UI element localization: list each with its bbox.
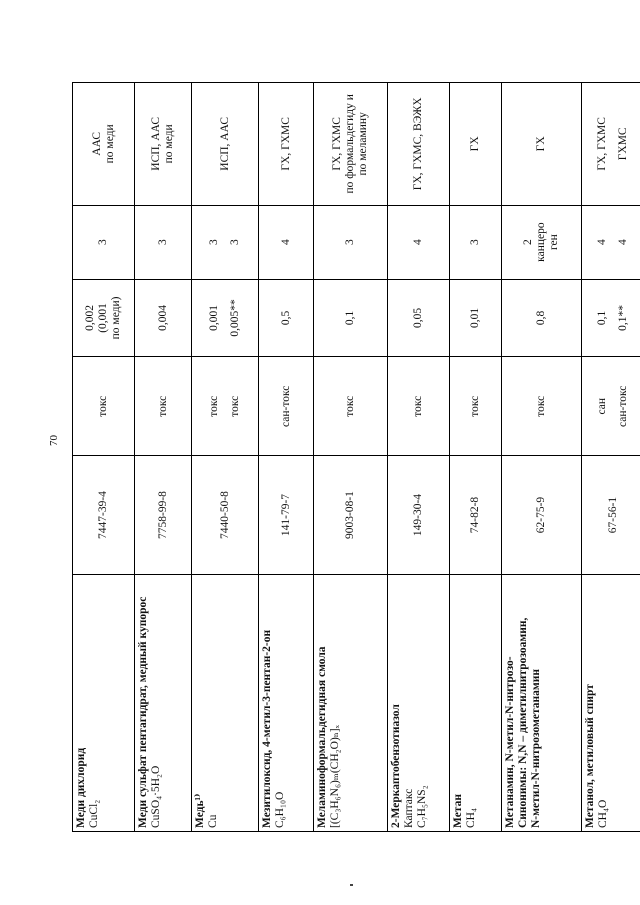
limit-indicator-value: токс [208, 395, 220, 417]
hazard-class-cell [259, 205, 314, 279]
method-value: ГХ, ГХМС [596, 117, 608, 171]
method-value: ИСП, ААС по меди [150, 116, 175, 171]
concentration-value: 0,01 [469, 307, 481, 328]
substance-cell [73, 574, 135, 831]
substance-formula: CuSO₄·5H₂O [150, 765, 162, 828]
hazard-class-value: 3 [208, 239, 220, 245]
substance-name: Меламиноформальдегидная смола [316, 646, 328, 828]
concentration-cell [450, 279, 502, 357]
method-cell [73, 83, 135, 206]
concentration-value-2: 0,005** [229, 299, 241, 337]
substance-cell [135, 574, 192, 831]
substance-name: Медь¹⁾ [194, 793, 206, 828]
concentration-cell [388, 279, 450, 357]
limit-indicator-value: токс [344, 395, 356, 417]
substance-formula: Cu [207, 814, 219, 828]
substance-name: Мезитилоксид, 4-метил-3-пентан-2-он [261, 629, 273, 828]
cas-number-value: 7440-50-8 [218, 491, 231, 539]
cas-number-cell [502, 456, 582, 575]
method-cell [192, 83, 259, 206]
limit-indicator-cell [502, 357, 582, 456]
cas-number-cell [314, 456, 388, 575]
cas-number-cell [450, 456, 502, 575]
substance-cell [582, 574, 640, 831]
method-cell [135, 83, 192, 206]
substance-formula: CuCl₂ [88, 799, 100, 828]
hazard-class-value: 3 [469, 239, 481, 245]
hazard-class-cell [582, 205, 640, 279]
method-value: ГХ, ГХМС [279, 117, 292, 171]
limit-indicator-value-2: сан-токс [617, 385, 629, 427]
hazard-class-cell [73, 205, 135, 279]
substance-formula: CH₄O [597, 799, 609, 828]
substance-cell [259, 574, 314, 831]
cas-number-value: 149-30-4 [412, 493, 424, 537]
method-cell [314, 83, 388, 206]
substance-formula: [(C₃H₆N₆)ₘ(CH₂O)ₙ]ₓ [329, 725, 341, 828]
limit-indicator-value-2: токс [229, 395, 241, 417]
substance-name: Меди сульфат пентагидрат, медный купорос [137, 596, 149, 828]
concentration-cell [192, 279, 259, 357]
table-row [388, 83, 450, 832]
table-row [73, 83, 135, 832]
method-value: ГХ, ГХМС по формальдегиду и по меламину [331, 94, 369, 194]
hazard-class-value: 4 [596, 239, 608, 245]
substance-name: Метанол, метиловый спирт [584, 684, 596, 828]
limit-indicator-value: токс [412, 395, 424, 417]
concentration-cell [259, 279, 314, 357]
method-value: ГХ [535, 136, 547, 152]
limit-indicator-cell [388, 357, 450, 456]
cas-number-value: 74-82-8 [469, 496, 481, 534]
method-value: ГХ, ГХМС, ВЭЖХ [412, 97, 424, 191]
limit-indicator-value: токс [535, 395, 547, 417]
limit-indicator-cell [135, 357, 192, 456]
cas-number-value: 7447-39-4 [97, 491, 109, 539]
concentration-value: 0,001 [208, 304, 220, 331]
cas-number-cell [388, 456, 450, 575]
concentration-cell [314, 279, 388, 357]
concentration-cell [502, 279, 582, 357]
hazard-class-value: 3 [344, 239, 356, 245]
table-row [192, 83, 259, 832]
hazard-class-value: 4 [279, 239, 292, 245]
substance-cell [314, 574, 388, 831]
limit-indicator-cell [582, 357, 640, 456]
limit-indicator-value: токс [156, 395, 169, 417]
hazard-class-value-2: 4 [617, 239, 629, 245]
concentration-cell [582, 279, 640, 357]
table-row [502, 83, 582, 832]
concentration-value-2: 0,1** [617, 304, 629, 331]
limit-indicator-value: токс [97, 395, 109, 417]
hazard-class-cell [450, 205, 502, 279]
method-cell [582, 83, 640, 206]
method-value: ГХ [469, 136, 481, 152]
limit-indicator-value: токс [469, 395, 481, 417]
substance-cell [388, 574, 450, 831]
concentration-value: 0,05 [412, 307, 424, 328]
cas-number-value: 7758-99-8 [156, 491, 169, 539]
table-row [582, 83, 640, 832]
hazard-class-cell [502, 205, 582, 279]
rotated-table-container [72, 82, 640, 832]
limit-indicator-cell [259, 357, 314, 456]
substance-formula: Каптакс C₇H₅NS₂ [403, 785, 428, 828]
cas-number-value: 9003-08-1 [344, 491, 356, 539]
substance-name: Меди дихлорид [75, 747, 87, 828]
concentration-cell [73, 279, 135, 357]
cas-number-value: 67-56-1 [606, 496, 619, 534]
method-cell [502, 83, 582, 206]
method-cell [259, 83, 314, 206]
method-value: ААС по меди [90, 124, 116, 164]
cas-number-cell [192, 456, 259, 575]
method-value: ИСП, ААС [218, 116, 231, 171]
concentration-value: 0,1 [344, 310, 356, 326]
limit-indicator-cell [450, 357, 502, 456]
table-row [135, 83, 192, 832]
substance-formula: CH₄ [465, 808, 477, 828]
concentration-value: 0,1 [596, 310, 608, 326]
page-number: 70 [48, 435, 60, 446]
method-cell [450, 83, 502, 206]
hazard-class-cell [135, 205, 192, 279]
substance-cell [192, 574, 259, 831]
substance-name: Метанамин, N-метил-N-нитрозо- Синонимы: N,N – диметилнитрозоамин, N-метил-N-нитрозометанамин [504, 617, 542, 828]
concentration-cell [135, 279, 192, 357]
concentration-value: 0,8 [535, 310, 547, 326]
hazard-class-value-2: 3 [229, 239, 241, 245]
cas-number-cell [582, 456, 640, 575]
substance-name: Метан [452, 794, 464, 828]
concentration-value: 0,002 (0,001 по меди) [84, 296, 122, 340]
cas-number-cell [135, 456, 192, 575]
limit-indicator-cell [73, 357, 135, 456]
substance-cell [450, 574, 502, 831]
substance-name: 2-Меркаптобензотиазол [390, 704, 402, 828]
method-value-2: ГХМС [617, 127, 629, 161]
hazard-class-value: 3 [156, 239, 169, 245]
hazard-class-cell [314, 205, 388, 279]
table-row [450, 83, 502, 832]
substance-formula: C₆H₁₀O [274, 791, 286, 828]
method-cell [388, 83, 450, 206]
cas-number-value: 141-79-7 [279, 493, 292, 537]
substances-table [72, 82, 640, 832]
limit-indicator-cell [192, 357, 259, 456]
cas-number-value: 62-75-9 [535, 496, 547, 534]
limit-indicator-value: сан-токс [279, 385, 292, 427]
hazard-class-value: 4 [412, 239, 424, 245]
cas-number-cell [73, 456, 135, 575]
cas-number-cell [259, 456, 314, 575]
concentration-value: 0,5 [279, 310, 292, 326]
limit-indicator-value: сан [596, 398, 608, 415]
scan-speck [350, 884, 353, 886]
limit-indicator-cell [314, 357, 388, 456]
substance-cell [502, 574, 582, 831]
hazard-class-value: 2 канцеро ген [522, 222, 560, 262]
hazard-class-cell [192, 205, 259, 279]
hazard-class-cell [388, 205, 450, 279]
hazard-class-value: 3 [97, 239, 109, 245]
concentration-value: 0,004 [156, 304, 169, 331]
table-row [259, 83, 314, 832]
table-row [314, 83, 388, 832]
